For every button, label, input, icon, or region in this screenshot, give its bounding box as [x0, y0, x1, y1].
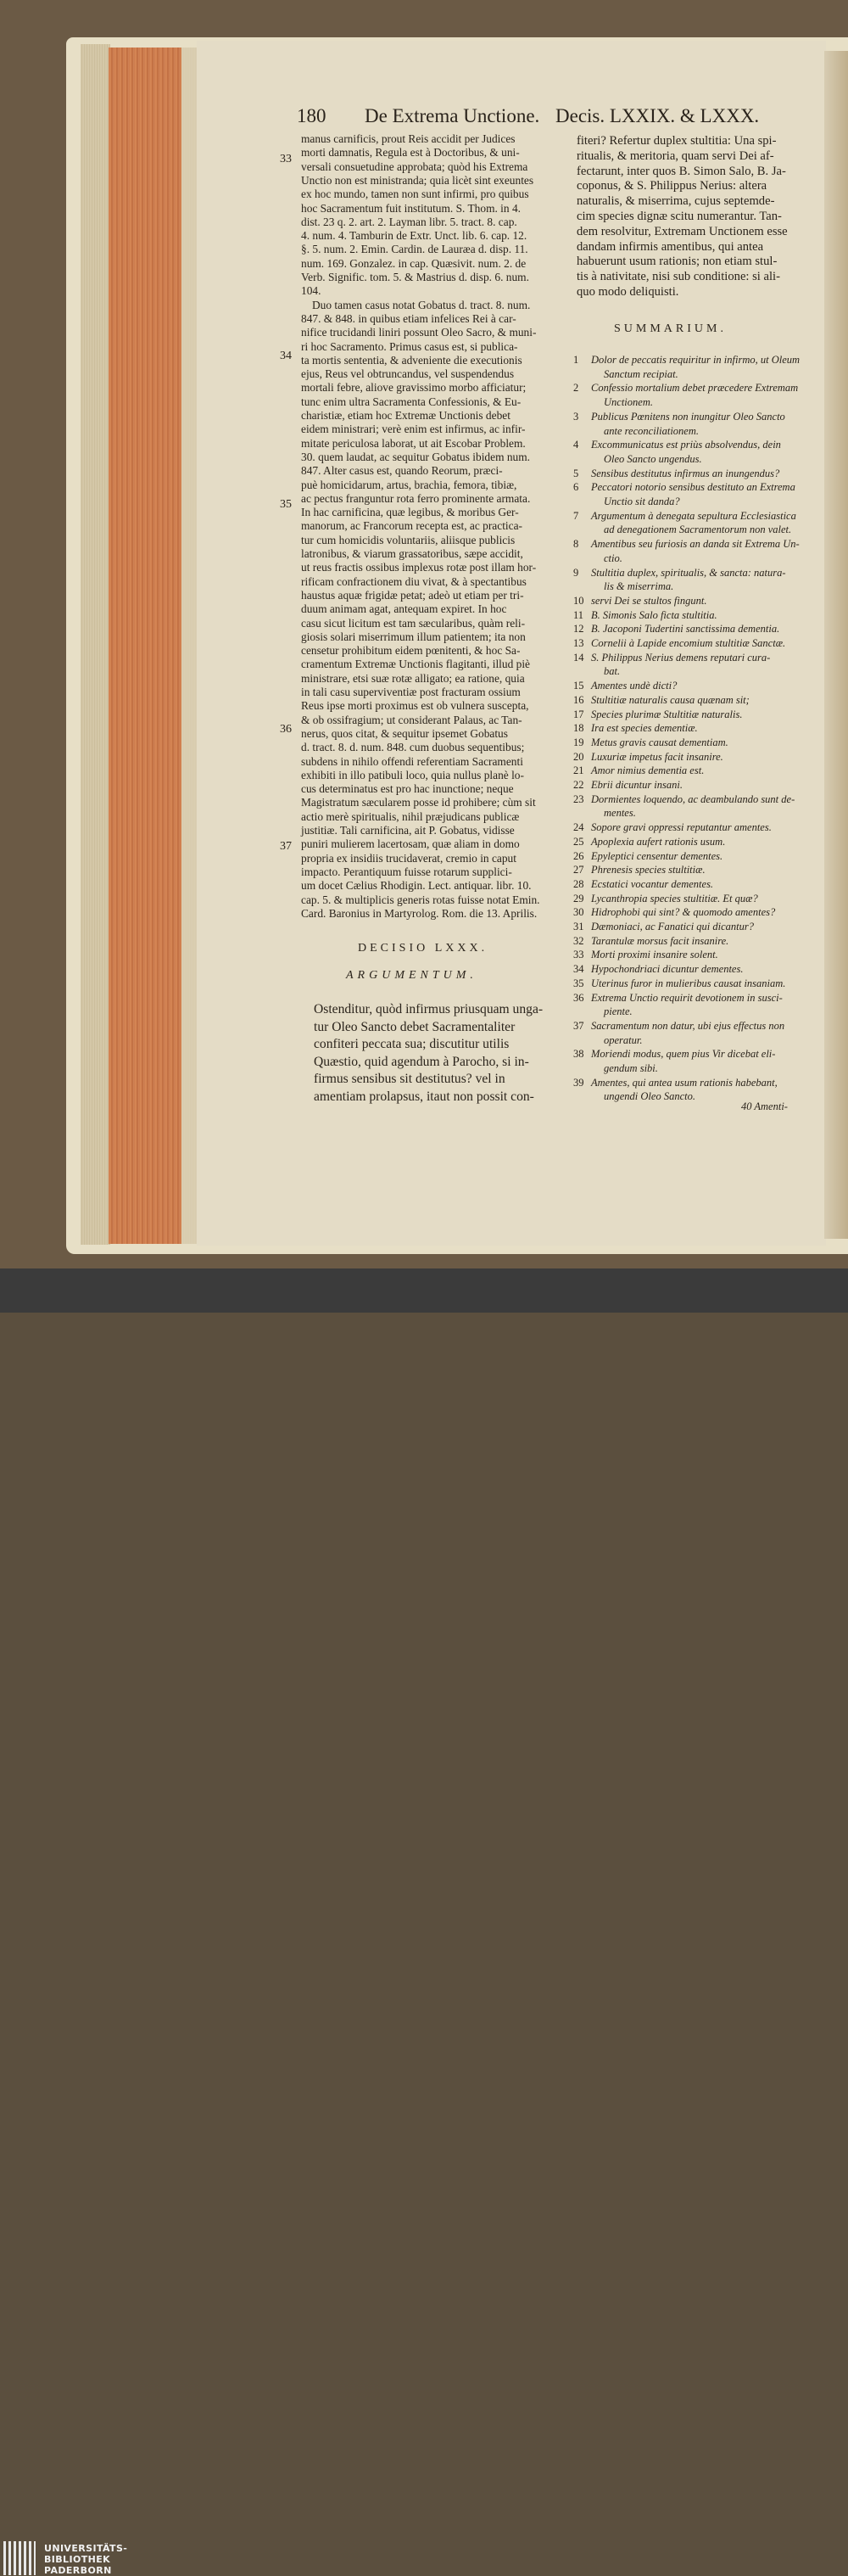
left-text-line: Verb. Signific. tom. 5. & Mastrius d. disp. 6. num. [301, 271, 529, 283]
argument-line: tur Oleo Sancto debet Sacramentaliter [314, 1019, 516, 1034]
summary-number: 30 [573, 906, 584, 919]
left-text-line: nifice trucidandi liniri possunt Oleo Sacro, & muni- [301, 326, 537, 339]
summary-number: 14 [573, 651, 584, 664]
summary-entry: Sanctum recipiat. [604, 367, 678, 380]
summary-entry: operatur. [604, 1033, 643, 1046]
summary-entry: Sopore gravi oppressi reputantur amentes. [591, 821, 772, 834]
summary-entry: gendum sibi. [604, 1062, 658, 1074]
argument-line: Ostenditur, quòd infirmus priusquam unga- [314, 1002, 544, 1016]
summary-number: 32 [573, 934, 584, 947]
summary-number: 4 [573, 439, 579, 451]
summary-entry: Oleo Sancto ungendus. [604, 452, 702, 465]
left-text-line: d. tract. 8. d. num. 848. cum duobus sequentibus; [301, 741, 525, 754]
left-text-line: 30. quem laudat, ac sequitur Gobatus ibidem num. [301, 450, 530, 463]
summary-number: 26 [573, 849, 584, 862]
margin-number: 36 [280, 723, 292, 736]
right-text-line: naturalis, & miserrima, cujus septemde- [577, 194, 775, 209]
summary-entry: Unctio sit danda? [604, 496, 680, 507]
summary-number: 28 [573, 877, 584, 890]
summary-entry: Phrenesis species stultitiæ. [591, 864, 706, 876]
left-text-line: ministrare, etsi suæ rotæ alligato; ea ratione, quia [301, 671, 525, 685]
summary-number: 25 [573, 835, 584, 848]
left-text-line: 104. [301, 284, 321, 298]
summary-entry: Uterinus furor in mulieribus causat insaniam. [591, 977, 786, 989]
margin-number: 37 [280, 840, 292, 853]
page-edges [81, 44, 110, 1245]
right-text-line: tis à nativitate, nisi sub conditione: si ali- [577, 270, 780, 284]
summary-entry: Amentes undè dicti? [591, 680, 678, 692]
margin-number: 34 [280, 350, 292, 362]
left-text-line: hoc Sacramentum fuit institutum. S. Thom. in 4. [301, 201, 521, 215]
argument-line: confiteri peccata sua; discutitur utilis [314, 1037, 510, 1052]
summary-number: 34 [573, 963, 584, 976]
left-text-line: num. 169. Gonzalez. in cap. Quæsivit. num. 2. de [301, 256, 527, 270]
left-text-line: In hac carnificina, quæ legibus, & moribus Ger- [301, 506, 519, 519]
summary-entry: Stultitia duplex, spiritualis, & sancta: natura- [591, 566, 786, 579]
right-text-line: cim species dignæ scitu numerantur. Tan- [577, 210, 782, 223]
summary-entry: Ebrii dicuntur insani. [591, 779, 683, 791]
right-text-line: fiteri? Refertur duplex stultitia: Una spi- [577, 134, 777, 148]
footer-line-2: BIBLIOTHEK [44, 2554, 111, 2565]
summary-entry: ctio. [604, 552, 622, 564]
right-text-line: habuerunt usum rationis; non etiam stul- [577, 255, 778, 269]
summary-number: 5 [573, 467, 579, 479]
left-text-line: Reus ipse morti proximus est ob vulnera suscepta, [301, 699, 529, 713]
left-text-line: latronibus, & viarum grassatoribus, sæpe accidit, [301, 547, 523, 560]
left-text-line: exhibiti in illo patibuli loco, quia nullus planè lo- [301, 768, 524, 781]
page-block-gutter [181, 48, 197, 1244]
summary-number: 33 [573, 949, 584, 961]
summary-number: 10 [573, 594, 584, 607]
summary-number: 29 [573, 892, 584, 904]
left-text-line: puniri mulierem lacertosam, quæ aliam in domo [301, 837, 520, 851]
summary-number: 23 [573, 792, 584, 805]
summary-entry: S. Philippus Nerius demens reputari cura- [591, 651, 771, 664]
left-text-line: tunc enim ultra Sacramenta Confessionis, & Eu- [301, 395, 522, 408]
right-text-line: coponus, & S. Philippus Nerius: altera [577, 179, 767, 193]
summary-number: 20 [573, 750, 584, 763]
summary-entry: Ecstatici vocantur dementes. [591, 877, 714, 890]
summary-number: 38 [573, 1048, 584, 1061]
library-footer [0, 1268, 848, 2576]
left-text-line: cus determinatus est pro hac inunctione; neque [301, 782, 514, 796]
left-text-line: cramentum Extremæ Unctionis flagitanti, illud piè [301, 658, 530, 671]
argument-line: amentiam prolapsus, itaut non possit con- [314, 1089, 534, 1104]
margin-number: 33 [280, 153, 292, 165]
left-text-line: Card. Baronius in Martyrolog. Rom. die 13. Aprilis. [301, 906, 538, 920]
page-number: 180 [297, 105, 326, 126]
left-text-line: nerus, quos citat, & sequitur ipsemet Gobatus [301, 726, 508, 740]
summary-number: 15 [573, 680, 584, 692]
summary-entry: Tarantulæ morsus facit insanire. [591, 934, 729, 947]
left-text-line: giosis solari miserrimum illum patientem; ita non [301, 630, 526, 643]
summary-entry: piente. [604, 1005, 633, 1018]
summary-entry: Metus gravis causat dementiam. [591, 736, 728, 748]
summary-entry: Peccatori notorio sensibus destituto an Extrema [591, 481, 795, 494]
summary-entry: Hidrophobi qui sint? & quomodo amentes? [591, 906, 776, 919]
left-text-line: Unctio non est ministranda; quia licèt sint exeuntes [301, 173, 534, 187]
summary-number: 31 [573, 921, 584, 932]
summary-number: 19 [573, 736, 584, 748]
catchword: 40 Amenti- [741, 1100, 788, 1112]
left-text-line: 847. Alter casus est, quando Reorum, præci- [301, 464, 503, 478]
summary-number: 6 [573, 481, 579, 494]
summary-entry: Luxuriæ impetus facit insanire. [591, 750, 723, 763]
left-text-line: Duo tamen casus notat Gobatus d. tract. 8. num. [312, 298, 531, 311]
summary-entry: Confessio mortalium debet præcedere Extremam [591, 382, 799, 395]
left-text-line: casu sicut licitum est tam sæcularibus, quàm reli- [301, 616, 526, 630]
decision-label: Decis. LXXIX. & LXXX. [555, 105, 760, 126]
right-text-line: dem resolvitur, Extremam Unctionem esse [577, 224, 788, 238]
summary-entry: Publicus Pœnitens non inungitur Oleo Sancto [591, 410, 785, 423]
summary-number: 27 [573, 864, 584, 876]
left-text-line: morti damnatis, Regula est à Doctoribus, & uni- [301, 146, 520, 160]
footer-line-1: UNIVERSITÄTS- [44, 2543, 128, 2554]
summary-entry: Amor nimius dementia est. [591, 764, 705, 777]
summary-number: 39 [573, 1076, 584, 1089]
summary-entry: Extrema Unctio requirit devotionem in susci- [591, 991, 783, 1004]
right-text-line: quo modo deliquisti. [577, 285, 679, 299]
summary-entry: Sacramentum non datur, ubi ejus effectus non [591, 1019, 785, 1032]
left-text-line: justitiæ. Tali carnificina, ait P. Gobatus, vidisse [301, 824, 515, 837]
summary-number: 21 [573, 764, 584, 777]
argument-heading: ARGUMENTUM. [346, 969, 477, 982]
running-title: De Extrema Unctione. [365, 105, 540, 126]
left-text-line: manus carnificis, prout Reis accidit per Judices [301, 132, 516, 145]
summary-number: 35 [573, 977, 584, 989]
right-text-line: ritualis, & meritoria, quam servi Dei af- [577, 148, 774, 163]
left-text-line: ac pectus franguntur rota ferro prominente armata. [301, 491, 531, 505]
summary-number: 9 [573, 566, 579, 579]
summary-number: 13 [573, 637, 584, 649]
left-text-line: subdens in nihilo offendi referentiam Sacramenti [301, 754, 523, 768]
right-text-line: dandam infirmis amentibus, qui antea [577, 239, 764, 254]
left-text-line: 4. num. 4. Tamburin de Extr. Unct. lib. 6. cap. 12. [301, 229, 527, 243]
margin-number: 35 [280, 498, 292, 511]
left-text-line: §. 5. num. 2. Emin. Cardin. de Lauræa d. disp. 11. [301, 243, 528, 256]
left-text-line: ta mortis sententia, & adveniente die executionis [301, 353, 522, 367]
summary-entry: B. Jacoponi Tudertini sanctissima dementia. [591, 623, 780, 636]
left-text-line: cap. 5. & multiplicis generis rotas fuisse notat Emin. [301, 893, 540, 906]
summary-entry: Apoplexia aufert rationis usum. [591, 835, 726, 848]
summary-number: 37 [573, 1019, 584, 1032]
summary-entry: Morti proximi insanire solent. [591, 949, 718, 961]
left-text-line: tur cum homicidis voluntariis, aliisque publicis [301, 533, 516, 546]
left-text-line: mortali febre, aliove gravissimo morbo afficiatur; [301, 381, 527, 395]
left-text-line: 847. & 848. in quibus etiam infelices Rei à car- [301, 311, 516, 325]
left-text-line: rificam confractionem diu vivat, & à spectantibus [301, 574, 527, 588]
left-text-line: duum animam agat, antequam expiret. In hoc [301, 602, 507, 616]
summary-number: 2 [573, 382, 579, 395]
left-text-line: impacto. Perantiquum fuisse rotarum supplici- [301, 865, 512, 878]
right-text-line: fectarunt, inter quos B. Simon Salo, B. Ja- [577, 164, 786, 178]
left-text-line: versali consuetudine approbata; quòd his Extrema [301, 160, 528, 173]
summary-number: 36 [573, 991, 584, 1004]
summary-number: 7 [573, 509, 579, 522]
left-text-line: ri hoc Sacramento. Primus casus est, si publica- [301, 339, 518, 353]
left-text-line: eidem ministrari; verè enim est infirmus, ac infir- [301, 423, 526, 436]
left-text-line: ejus, Reus vel obtruncandus, vel suspendendus [301, 367, 515, 381]
left-text-line: mitate periculosa laborat, ut ait Escobar Problem. [301, 436, 526, 450]
summary-number: 18 [573, 722, 584, 735]
summary-entry: ungendi Oleo Sancto. [604, 1090, 695, 1103]
decision-heading: DECISIO LXXX. [358, 942, 488, 955]
summary-entry: Hypochondriaci dicuntur dementes. [591, 963, 744, 976]
summary-entry: Lycanthropia species stultitiæ. Et quæ? [591, 892, 758, 904]
summary-heading: SUMMARIUM. [614, 322, 727, 335]
right-page-edge [824, 51, 848, 1239]
left-text-line: in tali casu superviventiæ post fracturam ossium [301, 686, 521, 698]
summary-entry: Stultitiæ naturalis causa quænam sit; [591, 693, 750, 706]
summary-number: 3 [573, 410, 579, 423]
summary-number: 11 [573, 608, 584, 621]
summary-entry: Ira est species dementiæ. [591, 722, 698, 735]
argument-line: firmus sensibus sit destitutus? vel in [314, 1072, 505, 1087]
summary-number: 8 [573, 538, 579, 551]
left-text-line: propria ex insidiis trucidaverat, cremio in caput [301, 851, 516, 865]
left-text-line: haustus aquæ frigidæ petat; adeò ut etiam per tri- [301, 588, 524, 602]
summary-entry: Amentes, qui antea usum rationis habebant, [591, 1076, 778, 1089]
summary-entry: Cornelii à Lapide encomium stultitiæ Sanctæ. [591, 637, 786, 649]
footer-line-3: PADERBORN [44, 2565, 112, 2576]
summary-entry: Epyleptici censentur dementes. [591, 849, 723, 862]
left-text-line: ut reus fractis ossibus implexus rotæ post illam hor- [301, 561, 537, 574]
summary-entry: Dormientes loquendo, ac deambulando sunt de- [591, 792, 795, 805]
summary-entry: Moriendi modus, quem pius Vir dicebat eli- [591, 1048, 776, 1061]
summary-entry: ante reconciliationem. [604, 424, 700, 437]
summary-entry: B. Simonis Salo ficta stultitia. [591, 608, 717, 621]
summary-entry: Excommunicatus est priùs absolvendus, dein [591, 439, 781, 451]
argument-line: Quæstio, quid agendum à Parocho, si in- [314, 1054, 529, 1069]
left-text-line: Magistratum sæcularem posse id prohibere; cùm sit [301, 796, 536, 809]
summary-entry: ad denegationem Sacramentorum non valet. [604, 524, 792, 536]
summary-entry: Argumentum à denegata sepultura Ecclesiastica [591, 509, 796, 522]
left-text-line: charistiæ, etiam hoc Extremæ Unctionis debet [301, 409, 510, 422]
summary-entry: Sensibus destitutus infirmus an inungendus? [591, 467, 780, 479]
summary-number: 24 [573, 821, 584, 834]
summary-entry: Species plurimæ Stultitiæ naturalis. [591, 708, 743, 720]
summary-entry: lis & miserrima. [604, 580, 674, 593]
left-text-line: actio merè spiritualis, nihil præjudicans publicæ [301, 809, 520, 823]
summary-entry: servi Dei se stultos fingunt. [591, 594, 707, 607]
summary-number: 22 [573, 779, 584, 791]
left-text-line: censetur prohibitum eidem pœnitenti, & hoc Sa- [301, 644, 521, 658]
left-text-line: puè homicidarum, artus, brachia, femora, tibiæ, [301, 478, 517, 491]
scanned-book-image [0, 0, 848, 1268]
summary-number: 16 [573, 693, 584, 706]
left-text-line: um docet Cælius Rhodigin. Lect. antiquar. libr. 10. [301, 879, 532, 893]
summary-entry: Unctionem. [604, 396, 653, 409]
summary-entry: bat. [604, 665, 621, 678]
summary-number: 17 [573, 708, 584, 720]
library-logo-icon [3, 2541, 36, 2575]
left-text-line: manorum, ac Francorum recepta est, ac practica- [301, 519, 522, 533]
left-text-line: dist. 23 q. 2. art. 2. Layman libr. 5. tract. 8. cap. [301, 215, 517, 228]
left-text-line: & ob ossifragium; ut considerant Palaus, ac Tan- [301, 713, 522, 726]
summary-number: 12 [573, 623, 584, 636]
summary-entry: mentes. [604, 807, 636, 820]
summary-entry: Dæmoniaci, ac Fanatici qui dicantur? [591, 921, 754, 932]
summary-entry: Amentibus seu furiosis an danda sit Extrema Un- [591, 538, 800, 551]
summary-entry: Dolor de peccatis requiritur in infirmo, ut Oleum [591, 354, 801, 366]
summary-number: 1 [573, 354, 579, 366]
left-text-line: ex hoc mundo, tamen non sunt infirmi, pro quibus [301, 188, 529, 201]
